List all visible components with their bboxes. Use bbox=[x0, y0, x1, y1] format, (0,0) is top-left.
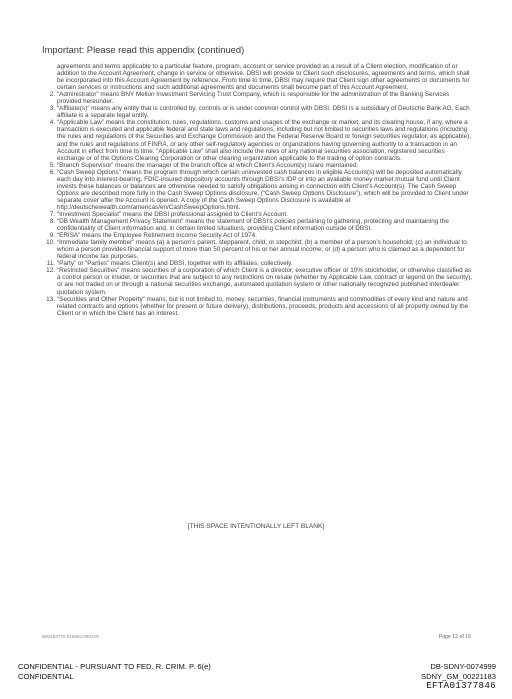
item-text: “Affiliate(s)” means any entity that is controlled by, controls or is under common control with DBSI. DBSI is a subsidiary of Deutsche Bank AG. Each affiliate is a separate legal entity. bbox=[57, 105, 470, 120]
confidential-line-1: CONFIDENTIAL - PURSUANT TO FED. R. CRIM. P. 6(e) bbox=[18, 662, 211, 671]
item-text: “Party” or “Parties” means Client(s) and DBSI, together with its affiliates, collectively. bbox=[57, 260, 293, 268]
item-text: “ERISA” means the Employee Retirement Income Security Act of 1974. bbox=[57, 232, 257, 240]
item-text: “Immediate family member” means (a) a person’s parent, stepparent, child, or stepchild; (b) a member of a person’s household; (c) an individual to whom a person provides financial support of more than 50 percent of his or her annual income; or (d) a person who is claimed as a dependent for federal income tax purposes. bbox=[57, 239, 467, 261]
item-number: 7. bbox=[49, 210, 55, 218]
page-title: Important: Please read this appendix (continued) bbox=[42, 44, 245, 55]
list-item bbox=[46, 260, 473, 268]
intro-paragraph: agreements and terms applicable to a particular feature, program, account or service provided as a result of a Client election, modification of or addition to the Account Agreement, change in service or otherwise. DBSI will provide to Client such disclosures, agreements and terms, which shall be incorporated into this Account Agreement by reference. From time to time, DBSI may require that Client sign other agreements or documents for certain services or instructions and such additional agreements and documents shall become part of this Account Agreement. bbox=[57, 63, 470, 92]
item-number: 5. bbox=[49, 161, 55, 169]
list-item bbox=[46, 267, 473, 296]
appendix-body bbox=[46, 63, 473, 317]
bates-line-2: SDNY_GM_00221183 bbox=[421, 671, 496, 681]
item-number: 13. bbox=[46, 295, 55, 303]
form-code: WM193776 015664.080219 bbox=[42, 634, 99, 639]
item-number: 8. bbox=[49, 218, 55, 226]
item-number: 9. bbox=[49, 232, 55, 240]
list-item bbox=[49, 161, 473, 169]
list-item bbox=[49, 105, 473, 120]
confidentiality-stamp bbox=[18, 662, 211, 681]
bates-line-1: DB-SDNY-0074999 bbox=[430, 662, 496, 671]
bates-numbers bbox=[421, 662, 496, 691]
item-number: 11. bbox=[46, 260, 55, 268]
list-item bbox=[49, 168, 473, 211]
list-item bbox=[49, 232, 473, 240]
confidential-line-2: CONFIDENTIAL bbox=[18, 671, 74, 681]
list-item bbox=[49, 218, 473, 233]
definitions-list bbox=[46, 91, 473, 317]
item-number: 2. bbox=[49, 91, 55, 99]
item-number: 10. bbox=[46, 239, 55, 247]
item-number: 6. bbox=[49, 168, 55, 176]
item-text: “Securities and Other Property” means, but is not limited to, money, securities, financial instruments and commodities of every kind and nature and related contracts and options (whether for present or future delivery), distributions, proceeds, products and accessions of all property owned by the Client or in which the Client has an interest. bbox=[57, 295, 469, 317]
item-number: 3. bbox=[49, 105, 55, 113]
list-item bbox=[46, 239, 473, 261]
item-text: “Investment Specialist” means the DBSI professional assigned to Client’s Account. bbox=[57, 210, 288, 218]
item-number: 12. bbox=[46, 267, 55, 275]
item-text: “Restricted Securities” means securities of a corporation of which Client is a director, executive officer or 10% stockholder, or otherwise classified as a control person or insider, or securities that are subject to any restrictions on resale (whether by Applicable Law, contract or legend on the security), or are not traded on or through a national securities exchange, automated quotation system or other nationally recognized published interdealer quotation system. bbox=[57, 267, 473, 296]
item-number: 4. bbox=[49, 119, 55, 127]
list-item bbox=[46, 295, 473, 317]
item-text: “Cash Sweep Options” means the program through which certain uninvested cash balances in eligible Account(s) will be deposited automatically each day into interest-bearing, FDIC-insured depository accounts through DBSI’s IDP or into an available money market mutual fund until Client invests these balances or balances are otherwise needed to satisfy obligations arising in connection with Client’s Account(s). The Cash Sweep Options are described more fully in the Cash Sweep Options disclosure, (“Cash Sweep Options Disclosure”), which will be provided to Client under separate cover after the Account is opened. A copy of the Cash Sweep Options Disclosure is available at http://deutschewealth.com/americas/en/CashSweepOptions.html. bbox=[57, 168, 469, 211]
list-item bbox=[49, 210, 473, 218]
list-item bbox=[49, 91, 473, 106]
item-text: “Applicable Law” means the constitution, rules, regulations, customs and usages of the exchange or market, and its clearing house, if any, where a transaction is executed and applicable federal and state laws and regulations, including but not limited to securities laws and regulations (including the rules and regulations of the Securities and Exchange Commission and the Federal Reserve Board or foreign securities regulator, as applicable), and the rules and regulations of FINRA, or any other self-regulatory agencies or organizations having governing authority to a transaction in an Account in effect from time to time. “Applicable Law” shall also include the rules of any national securities association, registered securities exchange or of the Options Clearing Corporation or other clearing organization applicable to the trading of option contracts. bbox=[57, 119, 471, 162]
item-text: “Administrator” means BNY Mellon Investment Servicing Trust Company, which is responsible for the administration of the Banking Services provided hereunder. bbox=[57, 91, 450, 106]
list-item bbox=[49, 119, 473, 162]
page-number: Page 12 of 16 bbox=[438, 634, 471, 640]
blank-space-notice: [THIS SPACE INTENTIONALLY LEFT BLANK] bbox=[187, 523, 325, 530]
item-text: “Branch Supervisor” means the manager of the branch office at which Client’s Account(s) is/are maintained. bbox=[57, 161, 359, 169]
efta-number: EFTA01377846 bbox=[426, 680, 496, 692]
item-text: “DB Wealth Management Privacy Statement” means the statement of DBSI’s policies pertaining to gathering, protecting and maintaining the confidentiality of Client information and, in certain limited situations, providing Client information outside of DBSI. bbox=[57, 218, 449, 233]
